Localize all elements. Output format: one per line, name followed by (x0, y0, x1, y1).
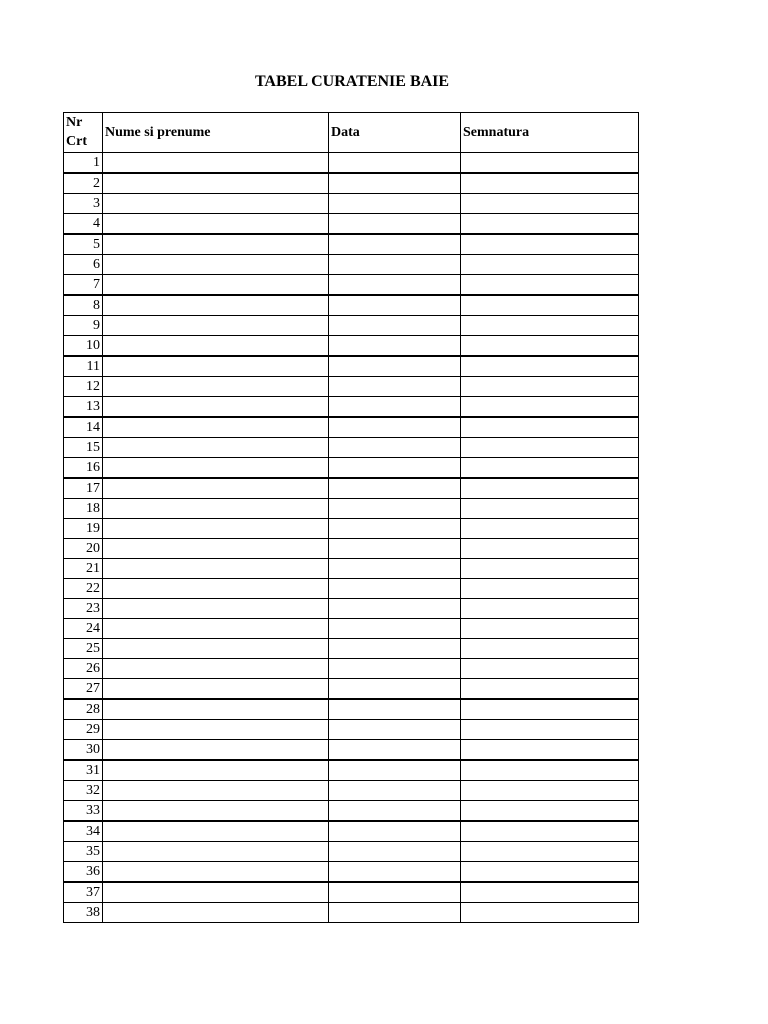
name-cell (103, 539, 329, 559)
signature-cell (461, 255, 639, 275)
row-number: 28 (64, 699, 103, 720)
cleaning-table (63, 112, 639, 923)
signature-cell (461, 173, 639, 194)
name-cell (103, 295, 329, 316)
name-cell (103, 255, 329, 275)
signature-cell (461, 903, 639, 923)
table-row (64, 356, 639, 377)
table-row (64, 679, 639, 700)
signature-cell (461, 740, 639, 761)
table-row (64, 153, 639, 174)
date-cell (329, 438, 461, 458)
row-number: 3 (64, 194, 103, 214)
name-cell (103, 862, 329, 883)
table-row (64, 842, 639, 862)
table-row (64, 499, 639, 519)
signature-cell (461, 458, 639, 479)
table-row (64, 559, 639, 579)
row-number: 16 (64, 458, 103, 479)
signature-cell (461, 499, 639, 519)
table-row (64, 699, 639, 720)
name-cell (103, 740, 329, 761)
date-cell (329, 377, 461, 397)
date-cell (329, 842, 461, 862)
row-number: 35 (64, 842, 103, 862)
signature-cell (461, 619, 639, 639)
header-name: Nume si prenume (103, 113, 329, 153)
name-cell (103, 356, 329, 377)
table-row (64, 275, 639, 296)
header-nr-crt (64, 113, 103, 153)
date-cell (329, 659, 461, 679)
header-nr-label: Nr (66, 115, 83, 130)
date-cell (329, 214, 461, 235)
document-title: TABEL CURATENIE BAIE (254, 73, 450, 90)
date-cell (329, 173, 461, 194)
date-cell (329, 234, 461, 255)
row-number: 33 (64, 801, 103, 822)
date-cell (329, 862, 461, 883)
row-number: 9 (64, 316, 103, 336)
row-number: 7 (64, 275, 103, 296)
signature-cell (461, 781, 639, 801)
name-cell (103, 519, 329, 539)
name-cell (103, 214, 329, 235)
row-number: 34 (64, 821, 103, 842)
name-cell (103, 781, 329, 801)
name-cell (103, 336, 329, 357)
signature-cell (461, 862, 639, 883)
row-number: 8 (64, 295, 103, 316)
signature-cell (461, 194, 639, 214)
signature-cell (461, 214, 639, 235)
name-cell (103, 377, 329, 397)
date-cell (329, 275, 461, 296)
date-cell (329, 478, 461, 499)
name-cell (103, 316, 329, 336)
signature-cell (461, 639, 639, 659)
row-number: 32 (64, 781, 103, 801)
date-cell (329, 882, 461, 903)
table-row (64, 821, 639, 842)
header-crt-label: Crt (66, 134, 87, 149)
date-cell (329, 336, 461, 357)
row-number: 21 (64, 559, 103, 579)
table-row (64, 579, 639, 599)
date-cell (329, 539, 461, 559)
name-cell (103, 842, 329, 862)
row-number: 22 (64, 579, 103, 599)
date-cell (329, 720, 461, 740)
row-number: 20 (64, 539, 103, 559)
name-cell (103, 619, 329, 639)
table-row (64, 234, 639, 255)
date-cell (329, 740, 461, 761)
signature-cell (461, 882, 639, 903)
signature-cell (461, 478, 639, 499)
header-date: Data (329, 113, 461, 153)
signature-cell (461, 438, 639, 458)
row-number: 17 (64, 478, 103, 499)
date-cell (329, 194, 461, 214)
date-cell (329, 499, 461, 519)
table-row (64, 862, 639, 883)
row-number: 38 (64, 903, 103, 923)
table-row (64, 599, 639, 619)
signature-cell (461, 659, 639, 679)
row-number: 37 (64, 882, 103, 903)
table-row (64, 336, 639, 357)
signature-cell (461, 699, 639, 720)
date-cell (329, 559, 461, 579)
date-cell (329, 397, 461, 418)
table-row (64, 194, 639, 214)
row-number: 14 (64, 417, 103, 438)
header-signature: Semnatura (461, 113, 639, 153)
row-number: 29 (64, 720, 103, 740)
row-number: 13 (64, 397, 103, 418)
name-cell (103, 499, 329, 519)
table-row (64, 740, 639, 761)
row-number: 12 (64, 377, 103, 397)
name-cell (103, 234, 329, 255)
name-cell (103, 397, 329, 418)
signature-cell (461, 153, 639, 174)
date-cell (329, 295, 461, 316)
name-cell (103, 194, 329, 214)
signature-cell (461, 842, 639, 862)
name-cell (103, 458, 329, 479)
date-cell (329, 760, 461, 781)
row-number: 36 (64, 862, 103, 883)
signature-cell (461, 417, 639, 438)
table-row (64, 397, 639, 418)
name-cell (103, 699, 329, 720)
name-cell (103, 903, 329, 923)
table-row (64, 295, 639, 316)
table-row (64, 214, 639, 235)
table-row (64, 619, 639, 639)
date-cell (329, 519, 461, 539)
table-row (64, 639, 639, 659)
table-row (64, 760, 639, 781)
name-cell (103, 679, 329, 700)
name-cell (103, 821, 329, 842)
signature-cell (461, 336, 639, 357)
table-row (64, 478, 639, 499)
table-row (64, 519, 639, 539)
signature-cell (461, 377, 639, 397)
row-number: 11 (64, 356, 103, 377)
signature-cell (461, 397, 639, 418)
date-cell (329, 679, 461, 700)
table-row (64, 173, 639, 194)
name-cell (103, 478, 329, 499)
row-number: 1 (64, 153, 103, 174)
row-number: 2 (64, 173, 103, 194)
name-cell (103, 659, 329, 679)
date-cell (329, 316, 461, 336)
table-row (64, 458, 639, 479)
table-row (64, 720, 639, 740)
table-row (64, 377, 639, 397)
date-cell (329, 255, 461, 275)
date-cell (329, 801, 461, 822)
row-number: 23 (64, 599, 103, 619)
date-cell (329, 458, 461, 479)
row-number: 24 (64, 619, 103, 639)
signature-cell (461, 519, 639, 539)
date-cell (329, 153, 461, 174)
row-number: 25 (64, 639, 103, 659)
name-cell (103, 438, 329, 458)
date-cell (329, 599, 461, 619)
row-number: 15 (64, 438, 103, 458)
signature-cell (461, 679, 639, 700)
name-cell (103, 173, 329, 194)
date-cell (329, 619, 461, 639)
table-row (64, 659, 639, 679)
name-cell (103, 579, 329, 599)
signature-cell (461, 801, 639, 822)
name-cell (103, 882, 329, 903)
signature-cell (461, 356, 639, 377)
date-cell (329, 639, 461, 659)
row-number: 18 (64, 499, 103, 519)
signature-cell (461, 579, 639, 599)
table-row (64, 801, 639, 822)
signature-cell (461, 720, 639, 740)
name-cell (103, 720, 329, 740)
row-number: 30 (64, 740, 103, 761)
date-cell (329, 821, 461, 842)
name-cell (103, 153, 329, 174)
row-number: 5 (64, 234, 103, 255)
signature-cell (461, 559, 639, 579)
signature-cell (461, 539, 639, 559)
name-cell (103, 599, 329, 619)
table-row (64, 882, 639, 903)
date-cell (329, 699, 461, 720)
name-cell (103, 559, 329, 579)
signature-cell (461, 760, 639, 781)
signature-cell (461, 234, 639, 255)
signature-cell (461, 316, 639, 336)
name-cell (103, 417, 329, 438)
table-row (64, 539, 639, 559)
signature-cell (461, 275, 639, 296)
date-cell (329, 579, 461, 599)
signature-cell (461, 295, 639, 316)
name-cell (103, 801, 329, 822)
row-number: 19 (64, 519, 103, 539)
name-cell (103, 275, 329, 296)
date-cell (329, 417, 461, 438)
row-number: 6 (64, 255, 103, 275)
table-header-row (64, 113, 639, 153)
table-row (64, 255, 639, 275)
row-number: 4 (64, 214, 103, 235)
table-row (64, 781, 639, 801)
table-row (64, 438, 639, 458)
name-cell (103, 639, 329, 659)
signature-cell (461, 821, 639, 842)
row-number: 10 (64, 336, 103, 357)
table-row (64, 903, 639, 923)
row-number: 26 (64, 659, 103, 679)
date-cell (329, 781, 461, 801)
row-number: 27 (64, 679, 103, 700)
date-cell (329, 903, 461, 923)
signature-cell (461, 599, 639, 619)
date-cell (329, 356, 461, 377)
table-row (64, 316, 639, 336)
table-row (64, 417, 639, 438)
name-cell (103, 760, 329, 781)
row-number: 31 (64, 760, 103, 781)
